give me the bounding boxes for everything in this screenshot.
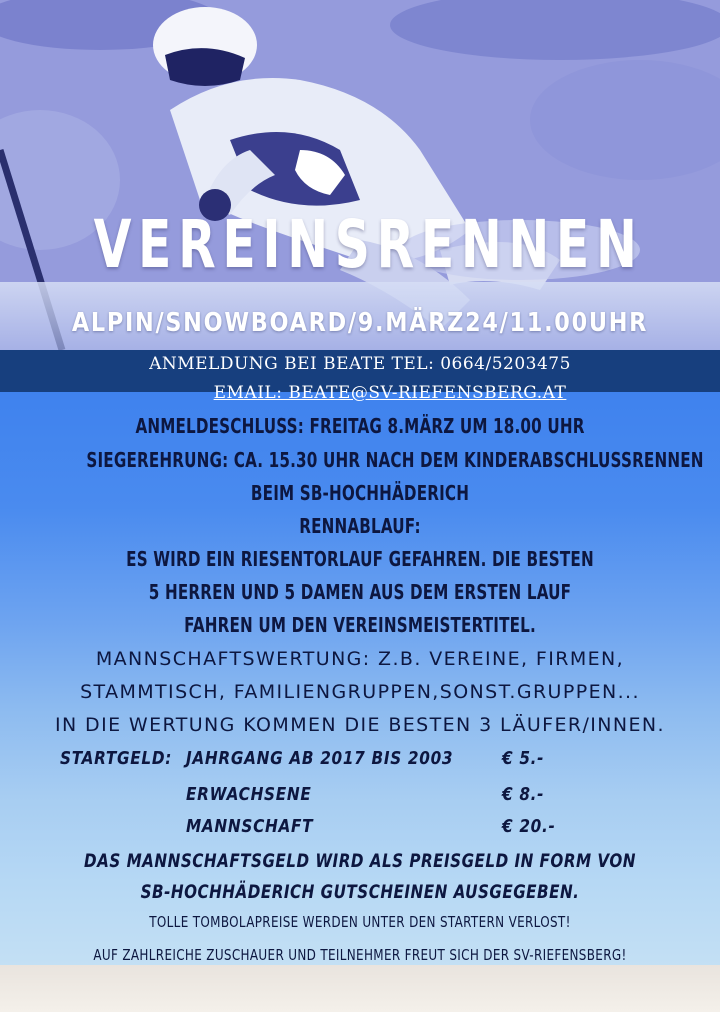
- fee-price: € 5.-: [502, 748, 545, 769]
- closing-note: AUF ZAHLREICHE ZUSCHAUER UND TEILNEHMER FREUT SICH DER SV-RIEFENSBERG!: [93, 946, 627, 964]
- race-heading: RENNABLAUF:: [299, 514, 421, 538]
- tombola-note: TOLLE TOMBOLAPREISE WERDEN UNTER DEN STARTERN VERLOST!: [149, 913, 571, 931]
- awards-line-1: SIEGEREHRUNG: CA. 15.30 UHR NACH DEM KINDERABSCHLUSSRENNEN: [86, 448, 704, 472]
- fee-label: STARTGELD:: [60, 748, 173, 769]
- awards-line-2: BEIM SB-HOCHHÄDERICH: [250, 481, 470, 505]
- registration-deadline: ANMELDESCHLUSS: FREITAG 8.MÄRZ UM 18.00 UHR: [135, 414, 585, 438]
- registration-phone: ANMELDUNG BEI BEATE TEL: 0664/5203475: [149, 354, 571, 374]
- race-line-2: 5 HERREN UND 5 DAMEN AUS DEM ERSTEN LAUF: [148, 580, 572, 604]
- race-line-1: ES WIRD EIN RIESENTORLAUF GEFAHREN. DIE BESTEN: [126, 547, 594, 571]
- fee-category: MANNSCHAFT: [186, 816, 314, 837]
- fee-category: ERWACHSENE: [186, 784, 312, 805]
- fee-price: € 20.-: [502, 816, 556, 837]
- poster-title: VEREINSRENNEN: [93, 206, 644, 283]
- fee-category: JAHRGANG AB 2017 BIS 2003: [186, 748, 454, 769]
- poster-subtitle: ALPIN/SNOWBOARD/9.MÄRZ24/11.00UHR: [71, 308, 649, 338]
- bottom-paper-edge: [0, 965, 720, 1012]
- team-line-3: IN DIE WERTUNG KOMMEN DIE BESTEN 3 LÄUFER/INNEN.: [55, 714, 665, 736]
- registration-email[interactable]: EMAIL: BEATE@SV-RIEFENSBERG.AT: [213, 383, 567, 403]
- team-line-1: MANNSCHAFTSWERTUNG: Z.B. VEREINE, FIRMEN,: [95, 648, 625, 670]
- prize-line-2: SB-HOCHHÄDERICH GUTSCHEINEN AUSGEGEBEN.: [140, 881, 580, 903]
- race-line-3: FAHREN UM DEN VEREINSMEISTERTITEL.: [184, 613, 536, 637]
- prize-line-1: DAS MANNSCHAFTSGELD WIRD ALS PREISGELD IN FORM VON: [84, 850, 636, 872]
- team-line-2: STAMMTISCH, FAMILIENGRUPPEN,SONST.GRUPPEN...: [80, 681, 640, 703]
- fee-price: € 8.-: [502, 784, 545, 805]
